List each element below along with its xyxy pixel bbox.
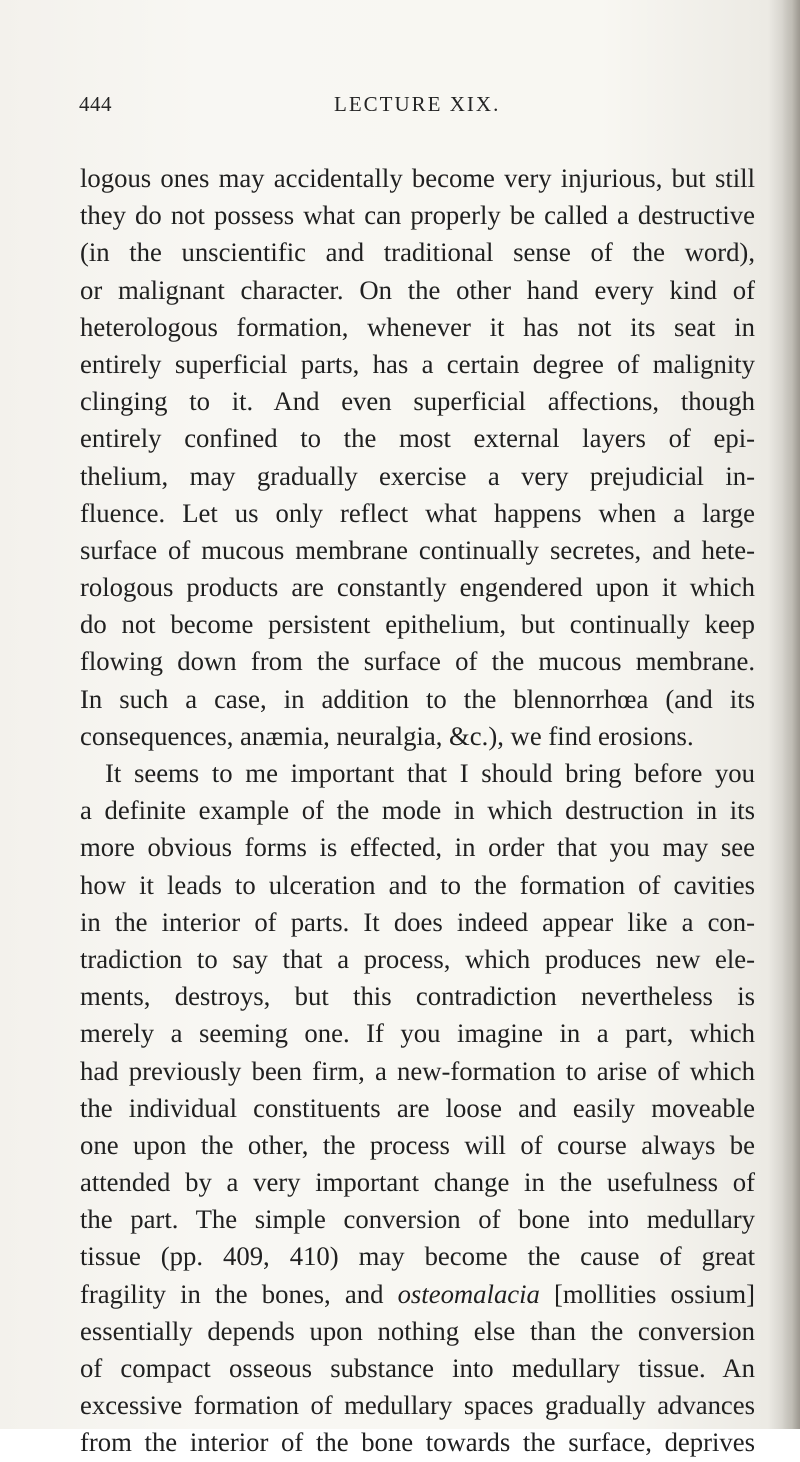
text-line-7: clinging to it. And even superficial affections, though	[80, 386, 755, 417]
scanned-page-edge	[782, 0, 800, 1429]
text-line-30: tissue (pp. 409, 410) may become the cause of great	[80, 1241, 755, 1272]
text-line-31-start: fragility in the bones, and	[80, 1278, 398, 1309]
text-line-12: rologous products are constantly engendered upon it which	[80, 572, 755, 603]
text-line-33: of compact osseous substance into medullary tissue. An	[80, 1353, 755, 1383]
text-line-22: tradiction to say that a process, which produces new ele-	[80, 943, 755, 974]
text-line-35: from the interior of the bone towards the surface, deprives	[80, 1427, 755, 1458]
text-line-1: logous ones may accidentally become very injurious, but still	[80, 163, 755, 193]
text-line-21: in the interior of parts. It does indeed appear like a con-	[80, 906, 755, 937]
text-line-29: the part. The simple conversion of bone into medullary	[80, 1204, 755, 1235]
text-line-28: attended by a very important change in the usefulness of	[80, 1167, 755, 1198]
text-line-25: had previously been firm, a new-formation to arise of which	[80, 1055, 755, 1086]
italic-term: osteomalacia	[397, 1278, 540, 1309]
text-line-17: It seems to me important that I should bring before you	[105, 758, 755, 788]
text-line-24: merely a seeming one. If you imagine in a part, which	[80, 1018, 755, 1049]
chapter-title: LECTURE XIX.	[334, 92, 501, 116]
text-line-2: they do not possess what can properly be called a destructive	[80, 200, 755, 231]
text-line-31	[80, 1276, 755, 1313]
text-line-32: essentially depends upon nothing else than the conversion	[80, 1315, 755, 1346]
text-line-9: thelium, may gradually exercise a very prejudicial in-	[80, 460, 755, 491]
text-line-15: In such a case, in addition to the blennorrhœa (and its	[80, 683, 755, 714]
text-line-6: entirely superficial parts, has a certain degree of malignity	[80, 348, 755, 379]
text-line-10: fluence. Let us only reflect what happens when a large	[80, 497, 755, 528]
text-line-5: heterologous formation, whenever it has not its seat in	[80, 311, 755, 342]
text-line-23: ments, destroys, but this contradiction nevertheless is	[80, 981, 755, 1012]
text-line-34: excessive formation of medullary spaces gradually advances	[80, 1390, 755, 1421]
text-line-18: a definite example of the mode in which destruction in its	[80, 795, 755, 826]
text-line-20: how it leads to ulceration and to the formation of cavities	[80, 869, 755, 900]
page-number: 444	[79, 92, 112, 116]
text-line-4: or malignant character. On the other hand every kind of	[80, 274, 755, 305]
running-header	[79, 92, 729, 132]
text-line-16: consequences, anæmia, neuralgia, &c.), we find erosions.	[80, 720, 694, 751]
text-line-26: the individual constituents are loose and easily moveable	[80, 1092, 755, 1123]
text-line-19: more obvious forms is effected, in order that you may see	[80, 832, 755, 863]
text-line-14: flowing down from the surface of the mucous membrane.	[80, 646, 755, 677]
text-line-13: do not become persistent epithelium, but continually keep	[80, 609, 755, 640]
text-line-3: (in the unscientific and traditional sense of the word),	[80, 237, 755, 268]
text-line-27: one upon the other, the process will of course always be	[80, 1129, 755, 1160]
text-line-11: surface of mucous membrane continually secretes, and hete-	[80, 534, 755, 565]
body-text	[80, 160, 756, 1458]
text-line-8: entirely confined to the most external layers of epi-	[80, 423, 755, 454]
text-line-31-end: [mollities ossium]	[539, 1278, 756, 1309]
